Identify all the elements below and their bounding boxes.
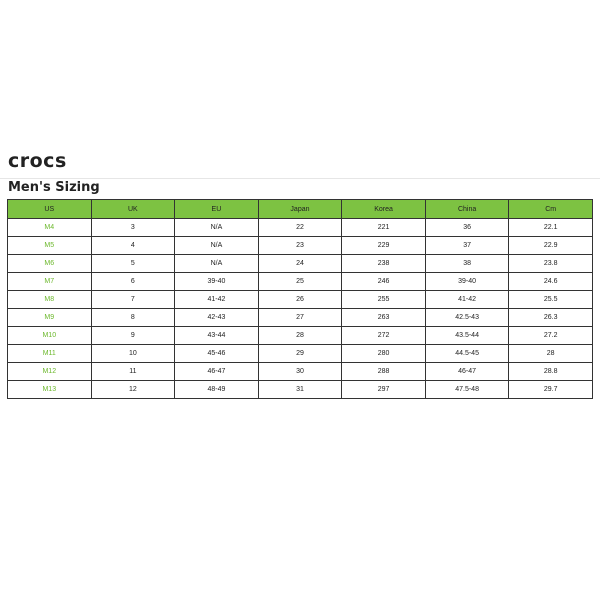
cell-korea: 221 — [342, 219, 426, 237]
cell-cm: 28 — [509, 345, 593, 363]
cell-japan: 26 — [258, 291, 342, 309]
cell-uk: 9 — [91, 327, 175, 345]
cell-china: 38 — [425, 255, 509, 273]
table-header-row — [8, 200, 593, 219]
cell-uk: 8 — [91, 309, 175, 327]
header-korea: Korea — [342, 200, 426, 219]
cell-eu: N/A — [175, 255, 259, 273]
cell-uk: 4 — [91, 237, 175, 255]
header-us: US — [8, 200, 92, 219]
cell-eu: 41-42 — [175, 291, 259, 309]
divider — [0, 178, 600, 179]
cell-china: 47.5-48 — [425, 381, 509, 399]
cell-eu: 42-43 — [175, 309, 259, 327]
cell-japan: 24 — [258, 255, 342, 273]
cell-uk: 5 — [91, 255, 175, 273]
size-chart-table — [7, 199, 593, 399]
table-row — [8, 237, 593, 255]
cell-cm: 27.2 — [509, 327, 593, 345]
table-row — [8, 345, 593, 363]
cell-china: 46-47 — [425, 363, 509, 381]
cell-cm: 25.5 — [509, 291, 593, 309]
cell-uk: 6 — [91, 273, 175, 291]
cell-korea: 238 — [342, 255, 426, 273]
cell-japan: 25 — [258, 273, 342, 291]
cell-eu: 45-46 — [175, 345, 259, 363]
header-uk: UK — [91, 200, 175, 219]
cell-japan: 28 — [258, 327, 342, 345]
cell-us: M12 — [8, 363, 92, 381]
cell-us: M10 — [8, 327, 92, 345]
cell-korea: 229 — [342, 237, 426, 255]
table-row — [8, 363, 593, 381]
cell-korea: 255 — [342, 291, 426, 309]
cell-uk: 10 — [91, 345, 175, 363]
cell-china: 37 — [425, 237, 509, 255]
cell-china: 39-40 — [425, 273, 509, 291]
cell-uk: 12 — [91, 381, 175, 399]
cell-japan: 29 — [258, 345, 342, 363]
cell-china: 36 — [425, 219, 509, 237]
crocs-logo: crocs — [8, 150, 67, 172]
cell-cm: 26.3 — [509, 309, 593, 327]
table-row — [8, 381, 593, 399]
cell-eu: 46-47 — [175, 363, 259, 381]
cell-cm: 22.9 — [509, 237, 593, 255]
table-row — [8, 273, 593, 291]
cell-cm: 28.8 — [509, 363, 593, 381]
cell-cm: 22.1 — [509, 219, 593, 237]
cell-china: 43.5-44 — [425, 327, 509, 345]
cell-us: M5 — [8, 237, 92, 255]
cell-us: M9 — [8, 309, 92, 327]
cell-china: 44.5-45 — [425, 345, 509, 363]
cell-eu: 43-44 — [175, 327, 259, 345]
cell-china: 41-42 — [425, 291, 509, 309]
cell-cm: 23.8 — [509, 255, 593, 273]
cell-japan: 30 — [258, 363, 342, 381]
cell-us: M7 — [8, 273, 92, 291]
cell-japan: 27 — [258, 309, 342, 327]
table-row — [8, 255, 593, 273]
cell-us: M13 — [8, 381, 92, 399]
cell-us: M8 — [8, 291, 92, 309]
table-row — [8, 327, 593, 345]
cell-japan: 22 — [258, 219, 342, 237]
cell-korea: 280 — [342, 345, 426, 363]
cell-uk: 7 — [91, 291, 175, 309]
cell-china: 42.5-43 — [425, 309, 509, 327]
page-title: Men's Sizing — [8, 180, 100, 195]
cell-eu: 39-40 — [175, 273, 259, 291]
cell-korea: 272 — [342, 327, 426, 345]
cell-us: M11 — [8, 345, 92, 363]
cell-korea: 297 — [342, 381, 426, 399]
cell-cm: 29.7 — [509, 381, 593, 399]
cell-us: M6 — [8, 255, 92, 273]
table-body — [8, 219, 593, 399]
header-cm: Cm — [509, 200, 593, 219]
cell-eu: N/A — [175, 219, 259, 237]
header-eu: EU — [175, 200, 259, 219]
cell-korea: 263 — [342, 309, 426, 327]
table-row — [8, 291, 593, 309]
cell-eu: 48-49 — [175, 381, 259, 399]
cell-cm: 24.6 — [509, 273, 593, 291]
cell-uk: 11 — [91, 363, 175, 381]
table-row — [8, 219, 593, 237]
cell-uk: 3 — [91, 219, 175, 237]
table-row — [8, 309, 593, 327]
cell-korea: 246 — [342, 273, 426, 291]
header-china: China — [425, 200, 509, 219]
header-japan: Japan — [258, 200, 342, 219]
cell-eu: N/A — [175, 237, 259, 255]
cell-us: M4 — [8, 219, 92, 237]
cell-korea: 288 — [342, 363, 426, 381]
cell-japan: 23 — [258, 237, 342, 255]
cell-japan: 31 — [258, 381, 342, 399]
